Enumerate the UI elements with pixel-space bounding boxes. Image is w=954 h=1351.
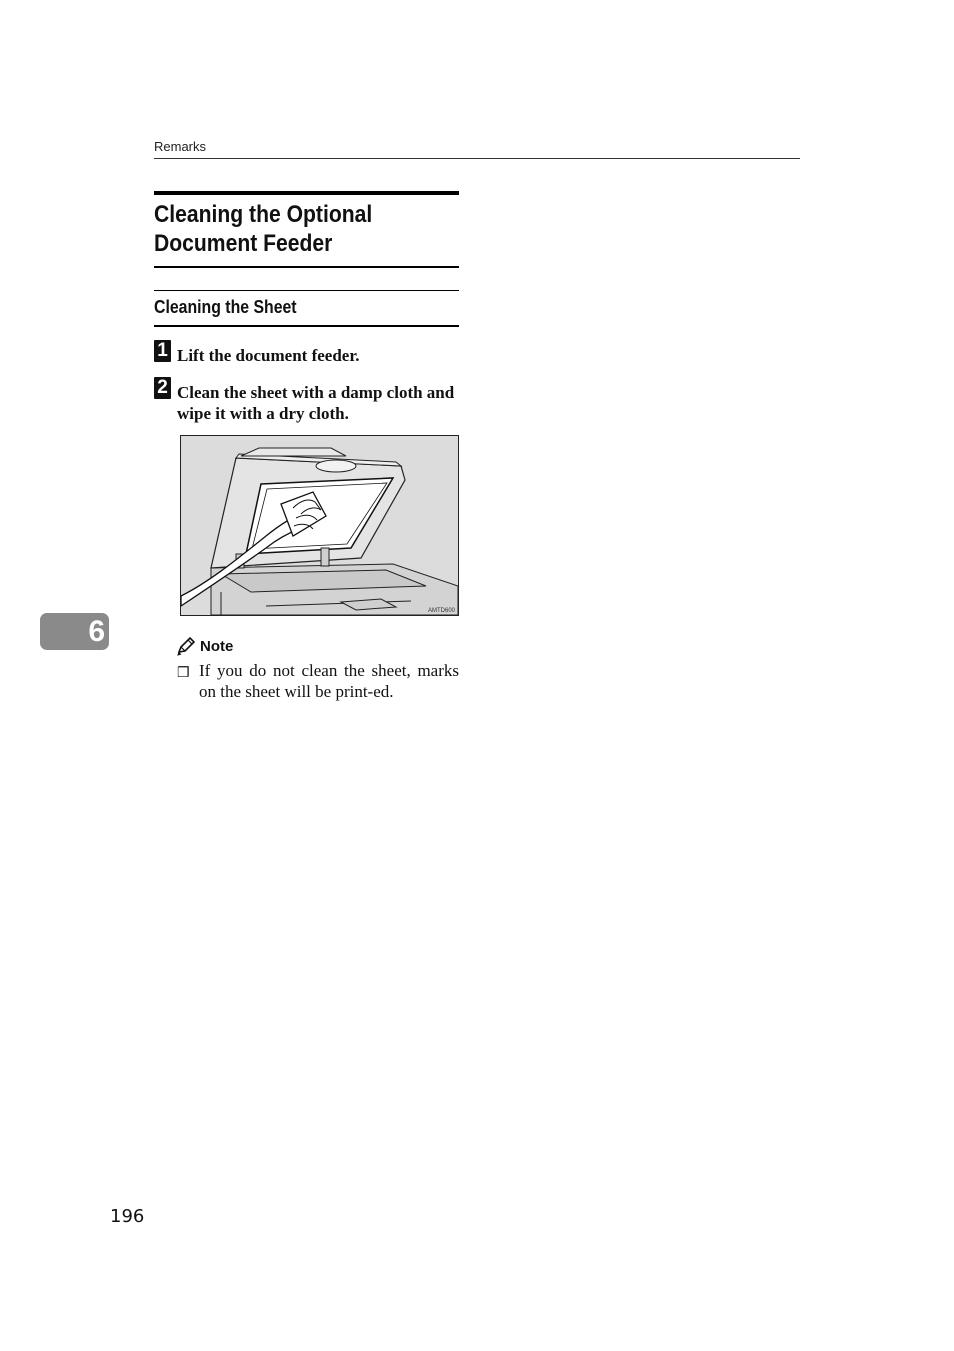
note-heading [177, 636, 233, 656]
section-title-line2: Document Feeder [154, 230, 333, 257]
note-item-text: If you do not clean the sheet, marks on the sheet will be print-ed. [199, 661, 459, 701]
note-label: Note [200, 637, 234, 655]
pencil-note-icon [177, 636, 197, 656]
running-header: Remarks [154, 139, 207, 154]
section-rule-bottom [154, 266, 459, 268]
page-number: 196 [110, 1206, 145, 1227]
step-number-2: 2 [154, 377, 171, 399]
step-number-1: 1 [154, 340, 171, 362]
chapter-number: 6 [88, 615, 105, 648]
subsection-title: Cleaning the Sheet [154, 297, 297, 317]
figure-code: AMTD600 [427, 608, 455, 614]
note-bullet-icon: ❒ [177, 666, 190, 681]
note-item [177, 660, 459, 702]
section-title [154, 200, 422, 258]
document-feeder-cleaning-figure [180, 435, 459, 616]
step-text-1: Lift the document feeder. [177, 346, 360, 365]
subsection-rule-top [154, 290, 459, 291]
section-title-line1: Cleaning the Optional [154, 201, 373, 228]
subsection-rule-bottom [154, 325, 459, 327]
document-feeder-cleaning-illustration [181, 436, 458, 615]
chapter-tab [40, 613, 109, 650]
section-rule-top [154, 191, 459, 195]
header-rule [154, 158, 800, 159]
step-text-2: Clean the sheet with a damp cloth and wipe it with a dry cloth. [177, 383, 455, 423]
